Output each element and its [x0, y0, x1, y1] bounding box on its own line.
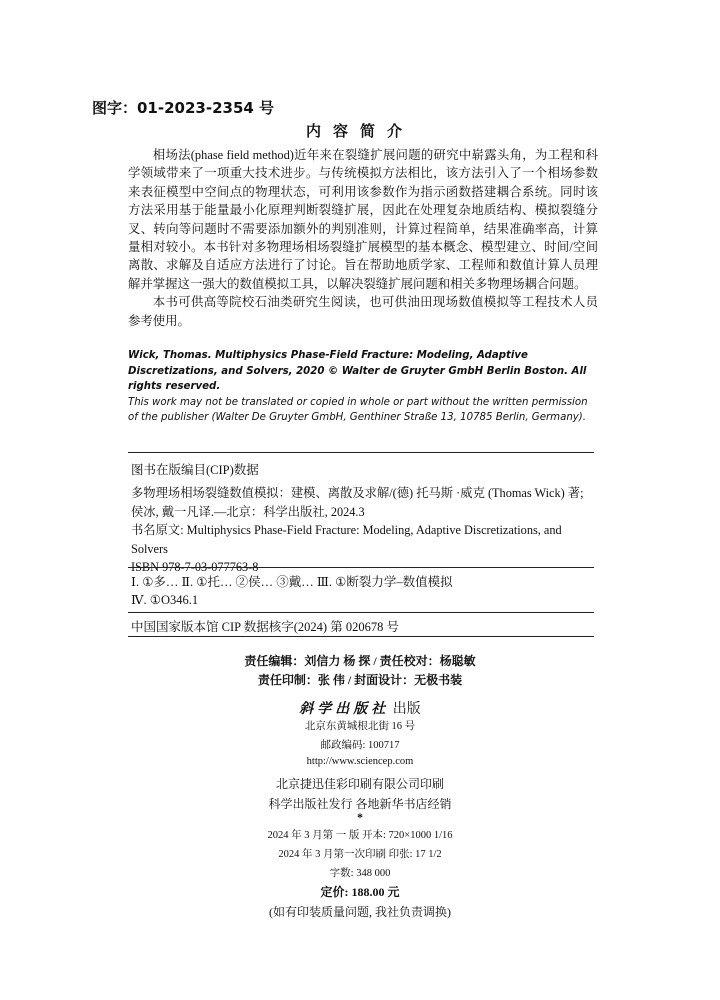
- divider-top: [128, 452, 594, 453]
- publisher-logo: 斜学出版社: [299, 701, 390, 717]
- copyright-notice: [128, 348, 593, 426]
- price-line: 定价: 188.00 元: [320, 885, 400, 899]
- separator-star: *: [357, 810, 363, 824]
- publisher-postcode: 邮政编码: 100717: [320, 740, 400, 751]
- edition-line: 2024 年 3 月第 一 版 开本: 720×1000 1/16: [267, 830, 453, 841]
- printing-line: 2024 年 3 月第一次印刷 印张: 17 1/2: [278, 849, 442, 860]
- quality-note: (如有印装质量问题, 我社负责调换): [269, 905, 451, 919]
- divider-cip-2: [128, 612, 594, 613]
- cip-isbn: ISBN 978-7-03-077763-8: [131, 560, 259, 574]
- intro-paragraph-1: 相场法(phase field method)近年来在裂缝扩展问题的研究中崭露头角，为工程和科学领域带来了一项重大技术进步。与传统模拟方法相比，该方法引入了一个相场参数来表征模型中空间点的物理状态，可利用该参数作为指示函数搭建耦合系统。同时该方法采用基于能量最小化原理判断裂缝扩展，因此在处理复杂地质结构、模拟裂缝分叉、转向等问题时不需要添加额外的判别准则，计算过程简单，结果准确率高，计算量相对较小。本书针对多物理场相场裂缝扩展模型的基本概念、模型建立、时间/空间离散、求解及自适应方法进行了讨论。旨在帮助地质学家、工程师和数值计算人员理解并掌握这一强大的数值模拟工具，以解决裂缝扩展问题和相关多物理场耦合问题。: [128, 148, 598, 291]
- distribution-line: 科学出版社发行 各地新华书店经销: [268, 797, 452, 811]
- divider-cip-1: [128, 567, 594, 568]
- intro-text: [128, 146, 598, 330]
- cip-body: [131, 484, 593, 577]
- cip-subjects-line-2: Ⅳ. ①O346.1: [131, 593, 199, 607]
- cip-number: 中国国家版本馆 CIP 数据核字(2024) 第 020678 号: [131, 620, 399, 634]
- staff-line-2: 责任印制：张 伟 / 封面设计：无极书装: [257, 673, 463, 687]
- cip-subjects-line-1: Ⅰ. ①多… Ⅱ. ①托… ②侯… ③戴… Ⅲ. ①断裂力学–数值模拟: [131, 575, 453, 589]
- divider-bottom: [128, 636, 594, 637]
- cip-subjects: [131, 573, 593, 609]
- cip-title: 图书在版编目(CIP)数据: [131, 463, 259, 477]
- wordcount-line: 字数: 348 000: [329, 868, 391, 879]
- cip-original-title: 书名原文: Multiphysics Phase-Field Fracture: Modeling, Adaptive Discretizations, and Solvers: [131, 523, 562, 556]
- cip-entry: 多物理场相场裂缝数值模拟：建模、离散及求解/(德) 托马斯 ·威克 (Thomas Wick) 著; 侯冰, 戴一凡译.—北京：科学出版社, 2024.3: [131, 486, 584, 519]
- printer-line: 北京捷迅佳彩印刷有限公司印刷: [275, 777, 444, 791]
- publisher-url: http://www.sciencep.com: [306, 756, 414, 767]
- section-heading: 内容简介: [305, 122, 414, 140]
- registration-number: 图字：01-2023-2354 号: [92, 99, 275, 117]
- publisher-address: 北京东黄城根北街 16 号: [304, 721, 416, 732]
- intro-paragraph-2: 本书可供高等院校石油类研究生阅读，也可供油田现场数值模拟等工程技术人员参考使用。: [128, 295, 598, 328]
- staff-line-1: 责任编辑：刘信力 杨 探 / 责任校对：杨聪敏: [244, 654, 476, 668]
- copyright-line-1: Wick, Thomas. Multiphysics Phase-Field Fracture: Modeling, Adaptive Discretizations, and Solvers, 2020 © Walter de Gruyter GmbH Berlin Boston. All rights reserved.: [128, 350, 587, 392]
- publisher-row: [0, 698, 720, 718]
- copyright-line-2: This work may not be translated or copied in whole or part without the written permission of the publisher (Walter De Gruyter GmbH, Genthiner Straße 13, 10785 Berlin, Germany).: [128, 396, 588, 423]
- publisher-suffix: 出版: [392, 702, 421, 717]
